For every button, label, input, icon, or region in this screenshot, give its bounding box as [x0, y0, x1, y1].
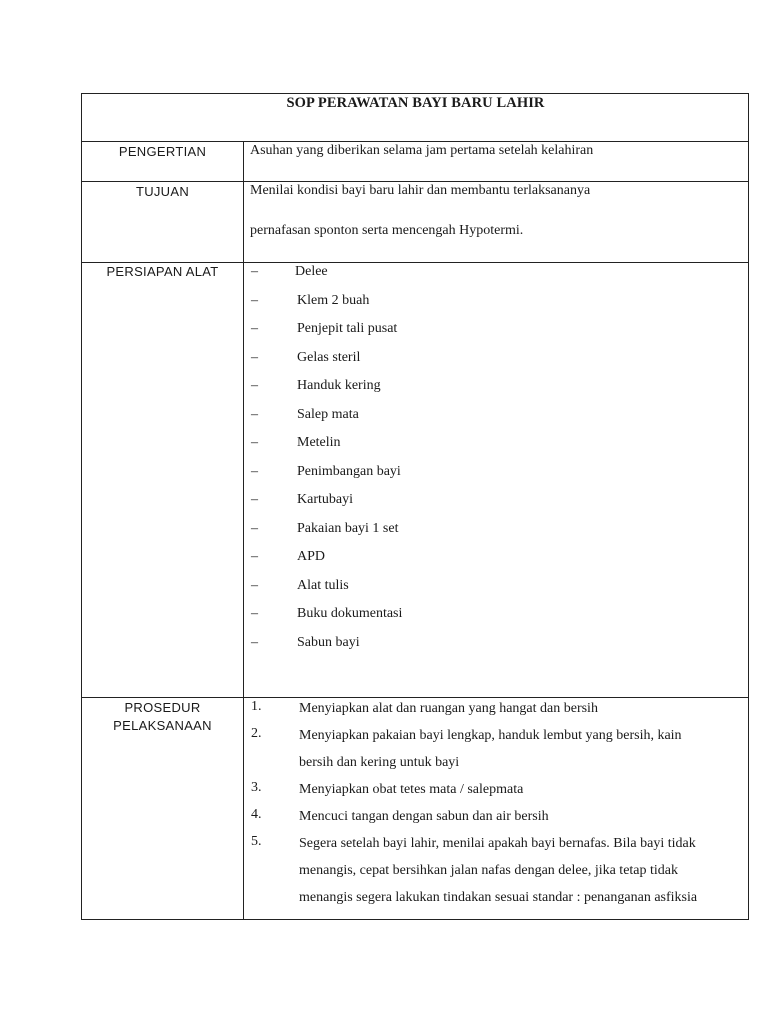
- list-bullet: –: [251, 606, 258, 621]
- alat-item: Gelas steril: [297, 349, 361, 365]
- table-border-left: [81, 93, 82, 920]
- alat-item: Handuk kering: [297, 378, 381, 393]
- step-number: 2.: [251, 726, 262, 741]
- list-bullet: –: [251, 378, 258, 393]
- column-divider: [243, 141, 244, 920]
- alat-item: APD: [297, 549, 326, 564]
- label-pengertian: PENGERTIAN: [118, 144, 207, 159]
- step-text: Mencuci tangan dengan sabun dan air bersih: [299, 809, 549, 824]
- label-prosedur-line-2: PELAKSANAAN: [113, 718, 212, 733]
- label-prosedur-line-1: PROSEDUR: [124, 700, 201, 715]
- tujuan-line-2: pernafasan sponton serta mencengah Hypotermi.: [250, 223, 524, 238]
- row-divider: [81, 181, 749, 182]
- step-text: menangis segera lakukan tindakan sesuai standar : penanganan asfiksia: [299, 890, 698, 905]
- list-bullet: –: [251, 463, 258, 479]
- label-persiapan-alat: PERSIAPAN ALAT: [106, 264, 219, 279]
- alat-item: Penjepit tali pusat: [297, 321, 398, 336]
- list-bullet: –: [251, 349, 258, 365]
- step-number: 3.: [251, 780, 262, 795]
- label-tujuan: TUJUAN: [135, 184, 190, 199]
- list-bullet: –: [251, 520, 258, 536]
- step-text: bersih dan kering untuk bayi: [299, 755, 460, 770]
- table-border-right: [748, 93, 749, 920]
- list-bullet: –: [251, 492, 258, 507]
- label-prosedur: [82, 699, 243, 735]
- list-bullet: –: [251, 264, 258, 279]
- tujuan-line-1: Menilai kondisi bayi baru lahir dan membantu terlaksananya: [250, 183, 591, 198]
- pengertian-text: Asuhan yang diberikan selama jam pertama setelah kelahiran: [250, 143, 594, 158]
- list-bullet: –: [251, 577, 258, 593]
- alat-item: Sabun bayi: [297, 634, 360, 650]
- alat-item: Delee: [295, 264, 328, 279]
- alat-item: Kartubayi: [297, 492, 353, 507]
- list-bullet: –: [251, 321, 258, 336]
- step-text: Menyiapkan obat tetes mata / salepmata: [299, 782, 524, 797]
- list-bullet: –: [251, 435, 258, 450]
- step-number: 4.: [251, 807, 262, 822]
- list-bullet: –: [251, 292, 258, 308]
- step-text: Segera setelah bayi lahir, menilai apakah bayi bernafas. Bila bayi tidak: [299, 836, 696, 851]
- alat-item: Pakaian bayi 1 set: [297, 520, 399, 536]
- alat-item: Penimbangan bayi: [297, 463, 401, 479]
- table-border-top: [81, 93, 749, 94]
- alat-item: Buku dokumentasi: [297, 606, 403, 621]
- step-number: 5.: [251, 834, 262, 849]
- table-border-bottom: [81, 919, 749, 920]
- alat-item: Klem 2 buah: [297, 292, 370, 308]
- step-text: menangis, cepat bersihkan jalan nafas dengan delee, jika tetap tidak: [299, 863, 679, 878]
- list-bullet: –: [251, 634, 258, 650]
- list-bullet: –: [251, 549, 258, 564]
- alat-item: Alat tulis: [297, 577, 349, 593]
- document-title: SOP PERAWATAN BAYI BARU LAHIR: [286, 95, 545, 111]
- alat-item: Metelin: [297, 435, 341, 450]
- row-divider: [81, 141, 749, 142]
- alat-item: Salep mata: [297, 406, 359, 422]
- step-text: Menyiapkan pakaian bayi lengkap, handuk lembut yang bersih, kain: [299, 728, 682, 743]
- step-text: Menyiapkan alat dan ruangan yang hangat dan bersih: [299, 701, 598, 716]
- step-number: 1.: [251, 699, 262, 714]
- list-bullet: –: [251, 406, 258, 422]
